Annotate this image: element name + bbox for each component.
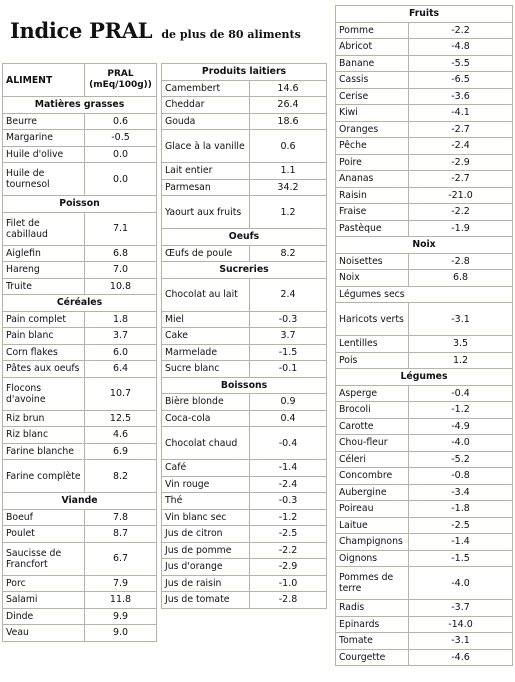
table-row (162, 394, 327, 411)
table-row (336, 534, 513, 551)
pral-value: -2.4 (250, 476, 327, 493)
pral-value: -1.5 (250, 344, 327, 361)
food-name: Sucre blanc (162, 361, 250, 378)
food-name: Corn flakes (3, 344, 85, 361)
pral-value: 0.0 (85, 146, 157, 163)
table-row (162, 97, 327, 114)
table-row (162, 410, 327, 427)
food-name: Pâtes aux oeufs (3, 361, 85, 378)
pral-value: 9.0 (85, 625, 157, 642)
food-name: Poireau (336, 501, 409, 518)
food-name: Beurre (3, 113, 85, 130)
table-row (162, 493, 327, 510)
pral-value: -3.4 (409, 484, 513, 501)
table-row (162, 179, 327, 196)
table-row (3, 427, 157, 444)
table-row (336, 435, 513, 452)
section-row (336, 237, 513, 254)
table-row (336, 468, 513, 485)
table-row (162, 130, 327, 163)
table-row (336, 72, 513, 89)
column-2 (161, 63, 326, 609)
pral-value: -2.2 (250, 542, 327, 559)
table-row (336, 220, 513, 237)
table-row (3, 575, 157, 592)
title-main: Indice PRAL (10, 18, 153, 43)
table-row (336, 88, 513, 105)
pral-value: 0.6 (250, 130, 327, 163)
pral-value: -2.5 (250, 526, 327, 543)
pral-value: -6.5 (409, 72, 513, 89)
pral-value: 7.8 (85, 509, 157, 526)
food-name: Salami (3, 592, 85, 609)
table-row (3, 245, 157, 262)
section-title-viande: Viande (3, 493, 157, 510)
food-name: Jus de tomate (162, 592, 250, 609)
food-name: Carotte (336, 418, 409, 435)
food-name: Poire (336, 154, 409, 171)
pral-value: -2.2 (409, 22, 513, 39)
section-title-boissons: Boissons (162, 377, 327, 394)
table-row (162, 575, 327, 592)
table-col2 (161, 63, 327, 609)
food-name: Truite (3, 278, 85, 295)
food-name: Ananas (336, 171, 409, 188)
section-row (336, 369, 513, 386)
table-row (3, 278, 157, 295)
food-name: Pomme (336, 22, 409, 39)
table-row (3, 526, 157, 543)
pral-value: 3.7 (250, 328, 327, 345)
food-name: Thé (162, 493, 250, 510)
pral-value: 8.2 (85, 460, 157, 493)
table-row (3, 542, 157, 575)
table-row (162, 526, 327, 543)
section-title-cereales: Céréales (3, 295, 157, 312)
pral-value: -0.4 (409, 385, 513, 402)
food-name: Haricots verts (336, 303, 409, 336)
pral-value: -0.5 (85, 130, 157, 147)
table-row (3, 262, 157, 279)
food-name: Huile de tournesol (3, 163, 85, 196)
table-row (336, 616, 513, 633)
food-name: Champignons (336, 534, 409, 551)
section-title-legumes: Légumes (336, 369, 513, 386)
food-name: Cake (162, 328, 250, 345)
table-header (3, 64, 157, 97)
section-row (3, 295, 157, 312)
pral-value: -5.5 (409, 55, 513, 72)
food-name: Epinards (336, 616, 409, 633)
food-name: Riz brun (3, 410, 85, 427)
food-name: Gouda (162, 113, 250, 130)
table-row (336, 105, 513, 122)
pral-value: 7.1 (85, 212, 157, 245)
table-row (336, 253, 513, 270)
table-row (162, 427, 327, 460)
table-row (336, 204, 513, 221)
food-name: Saucisse de Francfort (3, 542, 85, 575)
food-name: Asperge (336, 385, 409, 402)
pral-value: -1.8 (409, 501, 513, 518)
pral-value: 10.8 (85, 278, 157, 295)
food-name: Coca-cola (162, 410, 250, 427)
section-row (162, 377, 327, 394)
food-name: Pommes de terre (336, 567, 409, 600)
table-row (336, 55, 513, 72)
section-row (3, 196, 157, 213)
table-row (3, 328, 157, 345)
food-name: Concombre (336, 468, 409, 485)
pral-value: -2.5 (409, 517, 513, 534)
pral-value: 9.9 (85, 608, 157, 625)
food-name: Boeuf (3, 509, 85, 526)
table-row (336, 39, 513, 56)
food-name: Hareng (3, 262, 85, 279)
food-name: Porc (3, 575, 85, 592)
food-name: Yaourt aux fruits (162, 196, 250, 229)
pral-value: -1.0 (250, 575, 327, 592)
table-row (336, 303, 513, 336)
pral-value: 34.2 (250, 179, 327, 196)
pral-value: 12.5 (85, 410, 157, 427)
food-name: Pain complet (3, 311, 85, 328)
food-name: Farine blanche (3, 443, 85, 460)
table-row (162, 361, 327, 378)
food-name: Aiglefin (3, 245, 85, 262)
table-row (336, 649, 513, 666)
food-name: Filet de cabillaud (3, 212, 85, 245)
food-name: Brocoli (336, 402, 409, 419)
food-name: Riz blanc (3, 427, 85, 444)
section-title-matieres-grasses: Matières grasses (3, 97, 157, 114)
pral-value: 26.4 (250, 97, 327, 114)
food-name: Miel (162, 311, 250, 328)
food-name: Banane (336, 55, 409, 72)
table-row (336, 517, 513, 534)
title-sub: de plus de 80 aliments (161, 28, 301, 41)
table-row (162, 344, 327, 361)
table-row (336, 138, 513, 155)
pral-value: -1.2 (250, 509, 327, 526)
food-name: Laitue (336, 517, 409, 534)
table-row (336, 567, 513, 600)
table-row (3, 361, 157, 378)
food-name: Fraise (336, 204, 409, 221)
food-name: Marmelade (162, 344, 250, 361)
table-row (162, 460, 327, 477)
column-1 (2, 63, 156, 642)
pral-value: -1.4 (409, 534, 513, 551)
pral-value: -0.4 (250, 427, 327, 460)
food-name: Chocolat chaud (162, 427, 250, 460)
pral-value: 3.7 (85, 328, 157, 345)
pral-value: -3.1 (409, 633, 513, 650)
pral-value: -0.8 (409, 468, 513, 485)
pral-value: 6.9 (85, 443, 157, 460)
table-row (336, 550, 513, 567)
food-name: Vin rouge (162, 476, 250, 493)
pral-value: 6.8 (85, 245, 157, 262)
section-title-noix: Noix (336, 237, 513, 254)
pral-value: 0.6 (85, 113, 157, 130)
pral-value: -4.8 (409, 39, 513, 56)
table-row (3, 344, 157, 361)
pral-value: -2.9 (409, 154, 513, 171)
table-row (162, 559, 327, 576)
header-pral: PRAL (mEq/100g)) (85, 64, 157, 97)
food-name: Chou-fleur (336, 435, 409, 452)
table-row (336, 336, 513, 353)
table-row (3, 509, 157, 526)
table-row (3, 113, 157, 130)
subsection-row (336, 286, 513, 303)
table-row (162, 311, 327, 328)
pral-value: -4.0 (409, 567, 513, 600)
table-row (336, 633, 513, 650)
food-name: Œufs de poule (162, 245, 250, 262)
food-name: Camembert (162, 80, 250, 97)
food-name: Café (162, 460, 250, 477)
table-row (162, 196, 327, 229)
pral-value: 1.2 (250, 196, 327, 229)
pral-value: -1.4 (250, 460, 327, 477)
pral-value: -21.0 (409, 187, 513, 204)
pral-value: -0.1 (250, 361, 327, 378)
pral-value: -0.3 (250, 493, 327, 510)
table-row (3, 163, 157, 196)
section-title-sucreries: Sucreries (162, 262, 327, 279)
food-name: Dinde (3, 608, 85, 625)
table-row (3, 410, 157, 427)
pral-value: 1.2 (409, 352, 513, 369)
table-row (3, 146, 157, 163)
food-name: Céleri (336, 451, 409, 468)
table-row (336, 451, 513, 468)
pral-value: 8.2 (250, 245, 327, 262)
food-name: Cassis (336, 72, 409, 89)
table-row (336, 22, 513, 39)
pral-value: -4.0 (409, 435, 513, 452)
food-name: Lait entier (162, 163, 250, 180)
table-row (3, 625, 157, 642)
pral-value: 3.5 (409, 336, 513, 353)
table-row (3, 130, 157, 147)
table-col1 (2, 63, 157, 642)
pral-value: 0.4 (250, 410, 327, 427)
section-title-poisson: Poisson (3, 196, 157, 213)
pral-value: 11.8 (85, 592, 157, 609)
pral-value: 0.9 (250, 394, 327, 411)
pral-value: -0.3 (250, 311, 327, 328)
pral-value: 6.8 (409, 270, 513, 287)
table-row (3, 311, 157, 328)
section-row (162, 229, 327, 246)
table-row (162, 509, 327, 526)
pral-value: -3.6 (409, 88, 513, 105)
table-row (3, 443, 157, 460)
table-row (336, 121, 513, 138)
food-name: Pain blanc (3, 328, 85, 345)
food-name: Bière blonde (162, 394, 250, 411)
pral-value: -4.9 (409, 418, 513, 435)
food-name: Lentilles (336, 336, 409, 353)
pral-value: -2.2 (409, 204, 513, 221)
table-row (3, 460, 157, 493)
table-row (3, 212, 157, 245)
pral-value: 6.4 (85, 361, 157, 378)
pral-value: 6.0 (85, 344, 157, 361)
table-row (336, 187, 513, 204)
table-row (336, 501, 513, 518)
pral-value: -2.4 (409, 138, 513, 155)
food-name: Jus de raisin (162, 575, 250, 592)
table-col3 (335, 5, 513, 666)
subsection-title-legumes-secs: Légumes secs (336, 286, 513, 303)
section-title-produits-laitiers: Produits laitiers (162, 64, 327, 81)
table-row (336, 418, 513, 435)
food-name: Huile d'olive (3, 146, 85, 163)
pral-value: -14.0 (409, 616, 513, 633)
table-row (162, 278, 327, 311)
section-row (3, 97, 157, 114)
section-row (162, 262, 327, 279)
food-name: Aubergine (336, 484, 409, 501)
food-name: Oignons (336, 550, 409, 567)
food-name: Noix (336, 270, 409, 287)
section-row (162, 64, 327, 81)
pral-value: -2.8 (409, 253, 513, 270)
table-row (3, 377, 157, 410)
table-row (3, 608, 157, 625)
food-name: Farine complète (3, 460, 85, 493)
pral-value: 0.0 (85, 163, 157, 196)
food-name: Veau (3, 625, 85, 642)
pral-value: 4.6 (85, 427, 157, 444)
pral-value: 6.7 (85, 542, 157, 575)
food-name: Raisin (336, 187, 409, 204)
pral-value: -5.2 (409, 451, 513, 468)
section-title-fruits: Fruits (336, 6, 513, 23)
pral-value: 7.9 (85, 575, 157, 592)
pral-value: 10.7 (85, 377, 157, 410)
table-row (336, 270, 513, 287)
pral-value: -1.9 (409, 220, 513, 237)
pral-value: 1.1 (250, 163, 327, 180)
table-row (162, 328, 327, 345)
food-name: Abricot (336, 39, 409, 56)
table-row (162, 476, 327, 493)
food-name: Jus de citron (162, 526, 250, 543)
pral-value: -2.7 (409, 171, 513, 188)
section-row (3, 493, 157, 510)
table-row (162, 163, 327, 180)
table-row (336, 484, 513, 501)
pral-value: -4.6 (409, 649, 513, 666)
table-row (162, 113, 327, 130)
pral-value: -3.7 (409, 600, 513, 617)
table-row (162, 542, 327, 559)
food-name: Noisettes (336, 253, 409, 270)
pral-value: 18.6 (250, 113, 327, 130)
pral-value: -3.1 (409, 303, 513, 336)
food-name: Pois (336, 352, 409, 369)
pral-value: 14.6 (250, 80, 327, 97)
food-name: Poulet (3, 526, 85, 543)
column-3 (335, 5, 512, 666)
table-row (162, 245, 327, 262)
food-name: Parmesan (162, 179, 250, 196)
pral-value: -4.1 (409, 105, 513, 122)
food-name: Kiwi (336, 105, 409, 122)
pral-value: 8.7 (85, 526, 157, 543)
table-row (162, 80, 327, 97)
header-aliment: ALIMENT (3, 64, 85, 97)
food-name: Oranges (336, 121, 409, 138)
table-row (336, 154, 513, 171)
pral-value: 2.4 (250, 278, 327, 311)
food-name: Chocolat au lait (162, 278, 250, 311)
table-row (162, 592, 327, 609)
table-row (336, 171, 513, 188)
pral-value: -1.5 (409, 550, 513, 567)
food-name: Cheddar (162, 97, 250, 114)
food-name: Cerise (336, 88, 409, 105)
pral-value: -2.9 (250, 559, 327, 576)
table-row (336, 352, 513, 369)
food-name: Jus d'orange (162, 559, 250, 576)
pral-value: -2.7 (409, 121, 513, 138)
table-row (336, 385, 513, 402)
pral-value: 7.0 (85, 262, 157, 279)
table-row (336, 600, 513, 617)
section-row (336, 6, 513, 23)
pral-value: -1.2 (409, 402, 513, 419)
pral-value: 1.8 (85, 311, 157, 328)
food-name: Margarine (3, 130, 85, 147)
food-name: Glace à la vanille (162, 130, 250, 163)
food-name: Jus de pomme (162, 542, 250, 559)
food-name: Pêche (336, 138, 409, 155)
page-title (10, 18, 301, 43)
pral-value: -2.8 (250, 592, 327, 609)
food-name: Flocons d'avoine (3, 377, 85, 410)
food-name: Radis (336, 600, 409, 617)
table-row (3, 592, 157, 609)
food-name: Vin blanc sec (162, 509, 250, 526)
food-name: Pastèque (336, 220, 409, 237)
food-name: Courgette (336, 649, 409, 666)
section-title-oeufs: Oeufs (162, 229, 327, 246)
table-row (336, 402, 513, 419)
food-name: Tomate (336, 633, 409, 650)
